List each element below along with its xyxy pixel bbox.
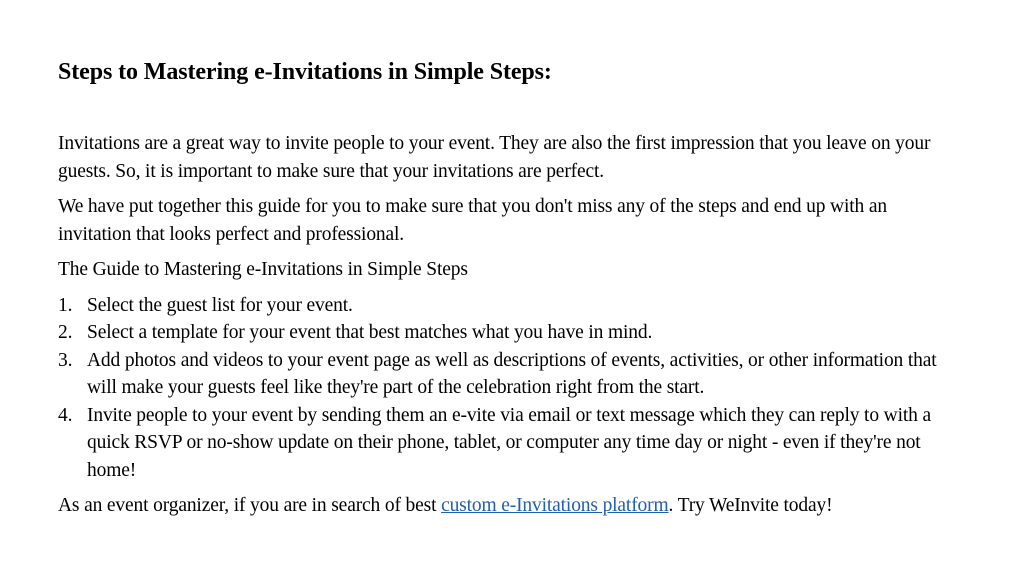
guide-paragraph: We have put together this guide for you to make sure that you don't miss any of the steps and end up with an invitation that looks perfect and professional. (58, 196, 887, 245)
guide-heading: The Guide to Mastering e-Invitations in Simple Steps (58, 259, 468, 280)
list-item-text: Invite people to your event by sending them an e-vite via email or text message which they can reply to with a quick RSVP or no-show update on their phone, tablet, or computer any time day or night - even if they're not home! (87, 404, 931, 481)
closing-text-before: As an event organizer, if you are in search of best (58, 495, 442, 516)
platform-link[interactable]: custom e-Invitations platform (441, 495, 669, 516)
list-item (58, 402, 964, 485)
list-item-text: Select the guest list for your event. (87, 294, 353, 316)
list-item (58, 292, 964, 320)
list-item-text: Select a template for your event that best matches what you have in mind. (87, 322, 653, 343)
list-item-number: 3. (58, 349, 73, 371)
list-item-number: 1. (58, 294, 73, 316)
list-item-number: 4. (58, 404, 73, 426)
page-title: Steps to Mastering e-Invitations in Simple Steps: (58, 59, 552, 85)
steps-list (58, 292, 964, 485)
intro-paragraph: Invitations are a great way to invite people to your event. They are also the first impression that you leave on your guests. So, it is important to make sure that your invitations are perfect. (58, 133, 931, 182)
closing-text-after: . Try WeInvite today! (668, 495, 833, 516)
list-item-text: Add photos and videos to your event page as well as descriptions of events, activities, or other information that will make your guests feel like they're part of the celebration right from the start. (87, 349, 937, 398)
list-item (58, 347, 964, 402)
list-item (58, 319, 964, 347)
closing-paragraph (58, 492, 964, 520)
list-item-number: 2. (58, 322, 73, 343)
